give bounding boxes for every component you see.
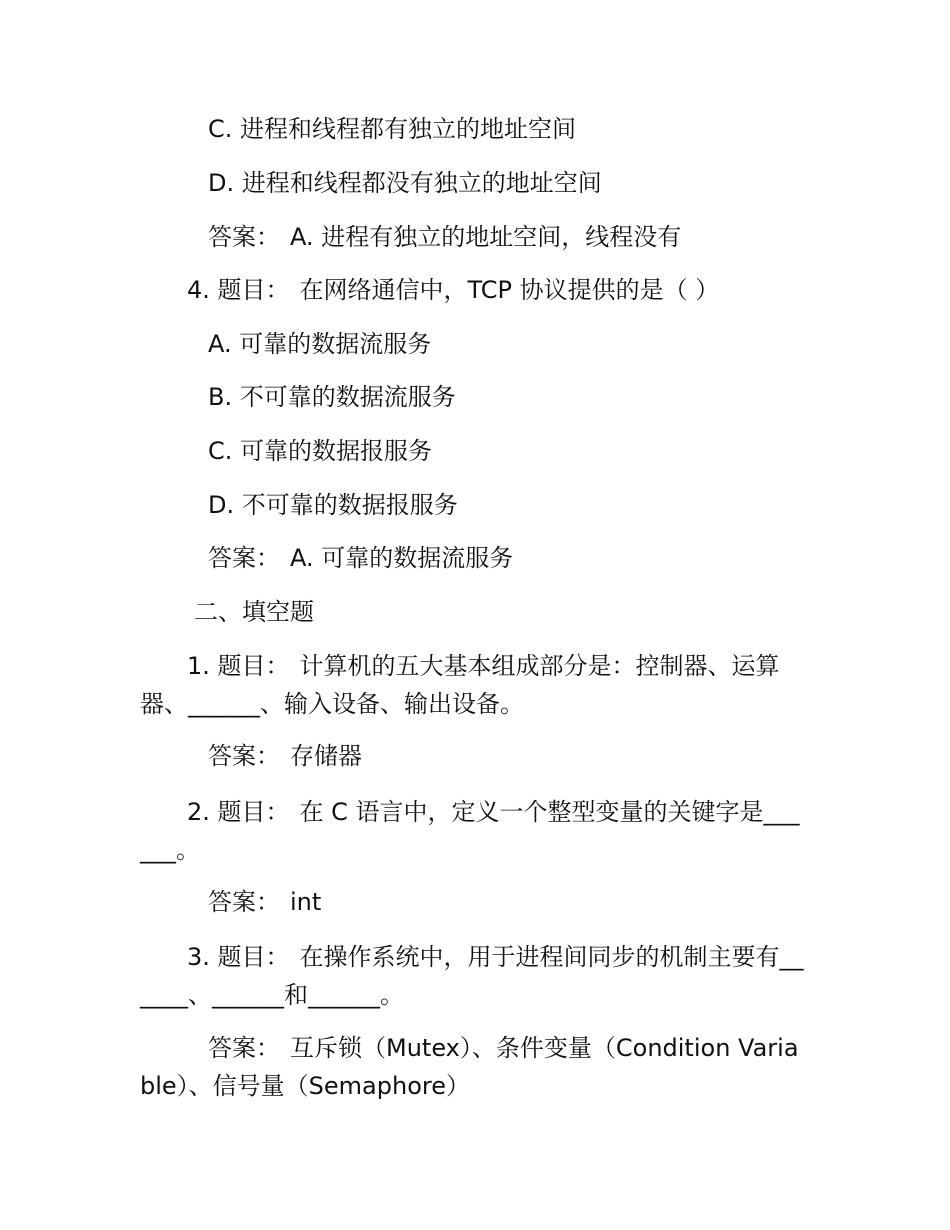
question-text: 计算机的五大基本组成部分是：控制器、运算器、______、输入设备、输出设备。 (140, 652, 780, 718)
question-text: 在 C 语言中，定义一个整型变量的关键字是______。 (140, 798, 800, 864)
fill1-answer (208, 740, 362, 772)
q4-option-d: D. 不可靠的数据报服务 (208, 491, 458, 519)
answer-text: int (290, 888, 322, 916)
answer-label: 答案： (208, 223, 280, 251)
fill3-answer (140, 1029, 810, 1105)
section-heading-fill-in: 二、填空题 (194, 598, 314, 626)
q4-question (187, 274, 719, 306)
answer-label: 答案： (208, 888, 280, 916)
fill3-question (140, 938, 810, 1014)
question-number: 3. 题目： (187, 943, 290, 971)
answer-label: 答案： (208, 742, 280, 770)
q4-option-c: C. 可靠的数据报服务 (208, 437, 433, 465)
q3-answer (208, 221, 681, 253)
fill2-answer (208, 886, 321, 918)
question-text: 在操作系统中，用于进程间同步的机制主要有______、______和______。 (140, 943, 804, 1009)
question-text: 在网络通信中，TCP 协议提供的是（ ） (299, 276, 720, 304)
q4-answer (208, 542, 513, 574)
q3-option-d: D. 进程和线程都没有独立的地址空间 (208, 169, 602, 197)
answer-text: 存储器 (290, 742, 362, 770)
q3-option-c: C. 进程和线程都有独立的地址空间 (208, 115, 577, 143)
q4-option-b: B. 不可靠的数据流服务 (208, 383, 456, 411)
answer-text: A. 可靠的数据流服务 (290, 544, 514, 572)
answer-label: 答案： (208, 544, 280, 572)
answer-text: A. 进程有独立的地址空间，线程没有 (290, 223, 682, 251)
q4-option-a: A. 可靠的数据流服务 (208, 330, 432, 358)
fill1-question (140, 647, 810, 723)
question-number: 4. 题目： (187, 276, 290, 304)
fill2-question (140, 793, 810, 869)
answer-text: 互斥锁（Mutex）、条件变量（Condition Variable）、信号量（Semaphore） (140, 1034, 799, 1100)
question-number: 1. 题目： (187, 652, 290, 680)
answer-label: 答案： (208, 1034, 280, 1062)
question-number: 2. 题目： (187, 798, 290, 826)
